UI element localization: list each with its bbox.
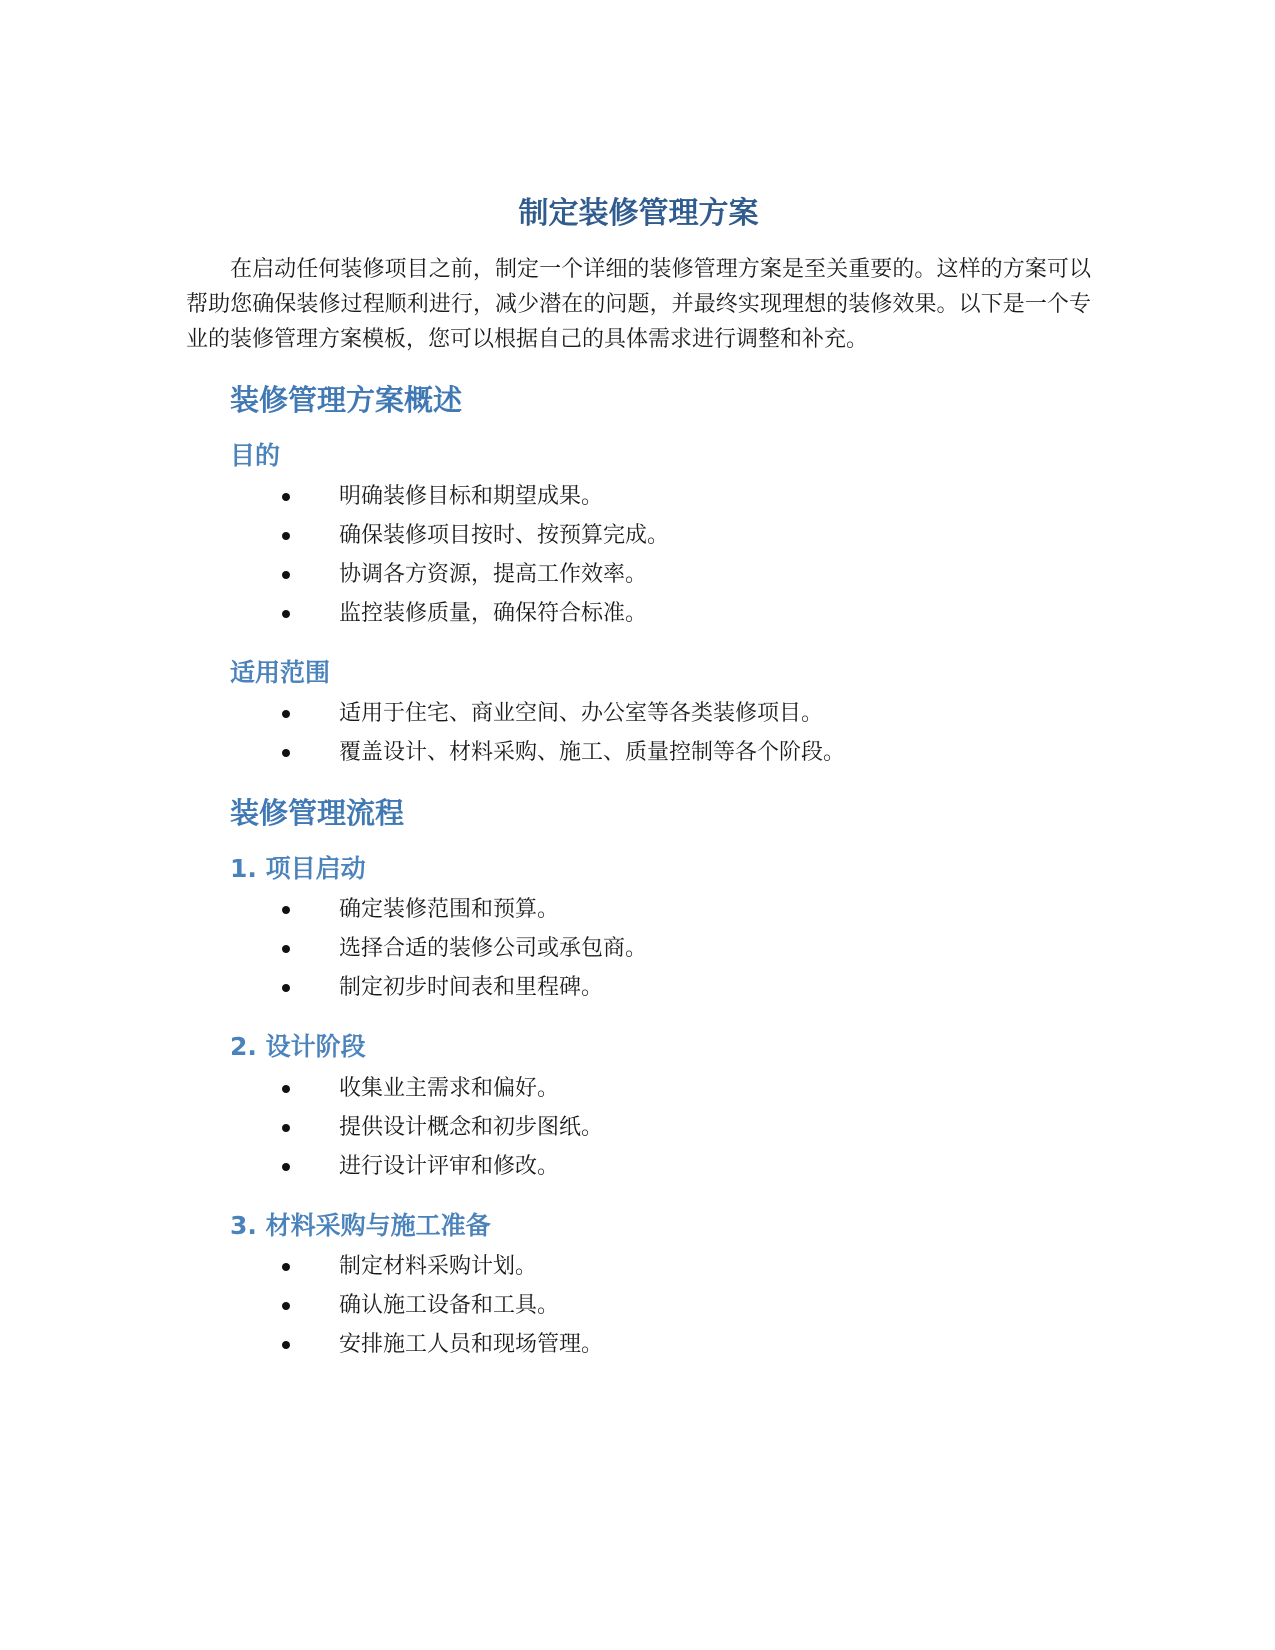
list-item [186, 516, 1091, 555]
intro-paragraph: 在启动任何装修项目之前，制定一个详细的装修管理方案是至关重要的。这样的方案可以帮助您确保装修过程顺利进行，减少潜在的问题，并最终实现理想的装修效果。以下是一个专业的装修管理方案模板，您可以根据自己的具体需求进行调整和补充。 [186, 257, 1091, 352]
subsection-heading-scope: 适用范围 [230, 658, 331, 688]
section-process [186, 796, 1091, 1364]
list-item-text: 适用于住宅、商业空间、办公室等各类装修项目。 [339, 701, 824, 727]
list-item [186, 733, 1091, 772]
document-title: 制定装修管理方案 [518, 196, 759, 231]
list-item [186, 1325, 1091, 1364]
bullet-icon [282, 571, 290, 579]
list-item-text: 提供设计概念和初步图纸。 [339, 1114, 604, 1140]
list-item [186, 694, 1091, 733]
list-item [186, 1108, 1091, 1147]
bullet-list-kickoff [186, 890, 1091, 1007]
list-item [186, 1069, 1091, 1108]
list-item-text: 选择合适的装修公司或承包商。 [339, 936, 648, 962]
bullet-icon [282, 1124, 290, 1132]
bullet-icon [282, 945, 290, 953]
list-item-text: 进行设计评审和修改。 [339, 1153, 560, 1179]
bullet-list-procurement [186, 1247, 1091, 1364]
bullet-icon [282, 749, 290, 757]
list-item-text: 制定初步时间表和里程碑。 [339, 975, 604, 1001]
list-item [186, 477, 1091, 516]
bullet-list-purpose [186, 477, 1091, 633]
list-item-text: 覆盖设计、材料采购、施工、质量控制等各个阶段。 [339, 740, 846, 766]
section-overview [186, 383, 1091, 772]
list-item-text: 收集业主需求和偏好。 [339, 1075, 560, 1101]
bullet-icon [282, 984, 290, 992]
list-item [186, 555, 1091, 594]
bullet-icon [282, 1263, 290, 1271]
bullet-icon [282, 1341, 290, 1349]
list-item [186, 594, 1091, 633]
list-item [186, 1286, 1091, 1325]
bullet-icon [282, 1302, 290, 1310]
bullet-list-design [186, 1069, 1091, 1186]
bullet-icon [282, 1163, 290, 1171]
bullet-icon [282, 610, 290, 618]
subsection-heading-kickoff: 1. 项目启动 [230, 854, 366, 884]
section-heading: 装修管理流程 [230, 796, 405, 831]
bullet-icon [282, 532, 290, 540]
list-item-text: 安排施工人员和现场管理。 [339, 1331, 604, 1357]
subsection-heading-procurement: 3. 材料采购与施工准备 [230, 1210, 491, 1240]
list-item-text: 明确装修目标和期望成果。 [339, 484, 604, 510]
list-item-text: 确认施工设备和工具。 [339, 1292, 560, 1318]
subsection-heading-design: 2. 设计阶段 [230, 1032, 366, 1062]
bullet-list-scope [186, 694, 1091, 772]
bullet-icon [282, 710, 290, 718]
list-item [186, 1247, 1091, 1286]
bullet-icon [282, 906, 290, 914]
subsection-heading-purpose: 目的 [230, 440, 281, 470]
list-item [186, 890, 1091, 929]
list-item-text: 监控装修质量，确保符合标准。 [339, 601, 648, 627]
list-item [186, 1147, 1091, 1186]
list-item-text: 协调各方资源，提高工作效率。 [339, 562, 648, 588]
list-item-text: 确定装修范围和预算。 [339, 897, 560, 923]
bullet-icon [282, 493, 290, 501]
list-item-text: 确保装修项目按时、按预算完成。 [339, 523, 670, 549]
section-heading: 装修管理方案概述 [230, 383, 463, 417]
list-item [186, 929, 1091, 968]
list-item [186, 968, 1091, 1007]
document-page [186, 196, 1091, 1388]
list-item-text: 制定材料采购计划。 [339, 1253, 538, 1279]
bullet-icon [282, 1085, 290, 1093]
